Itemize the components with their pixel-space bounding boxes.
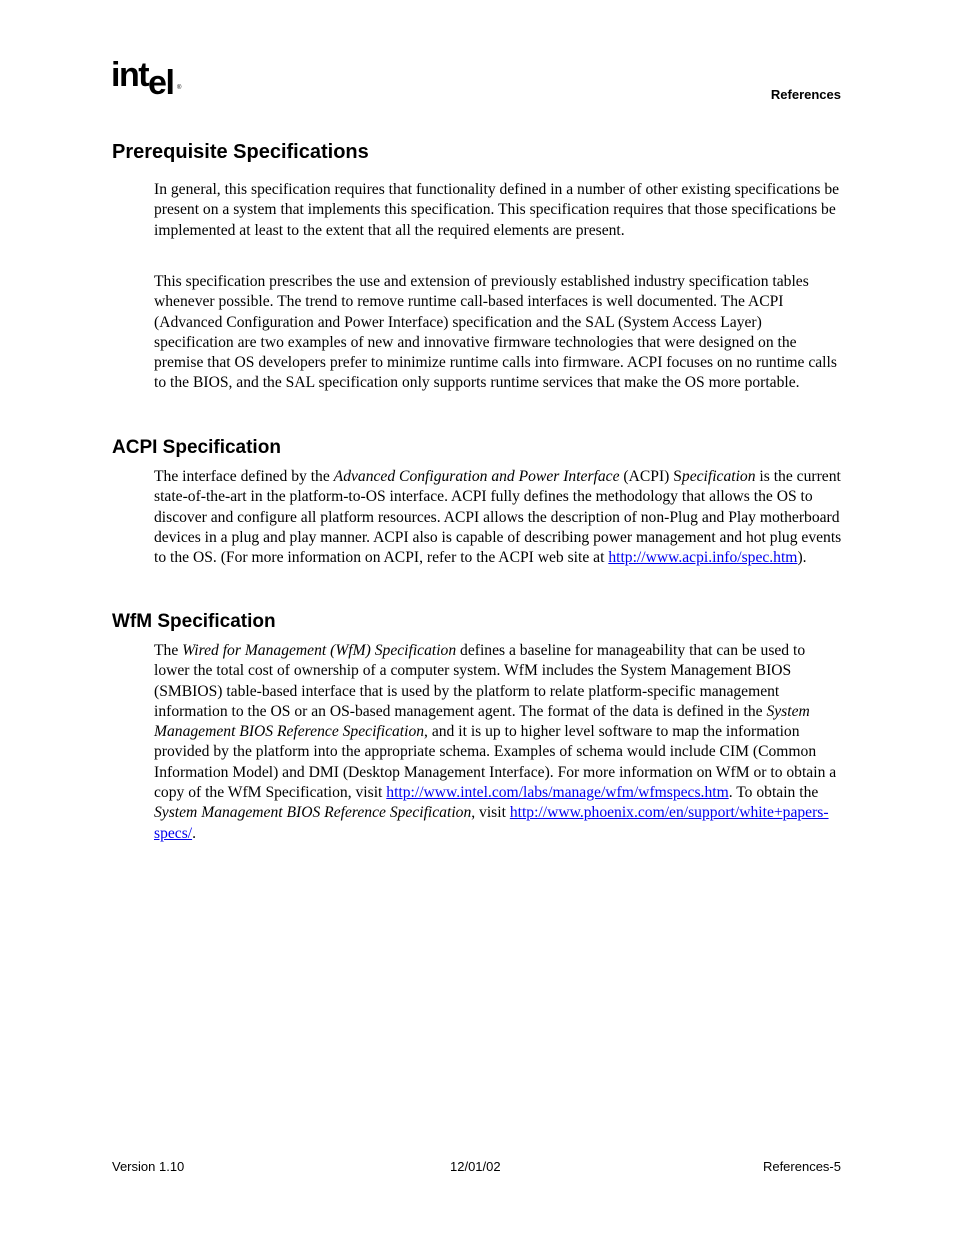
acpi-text-2: (ACPI) S <box>619 468 682 485</box>
prerequisite-specifications-heading: Prerequisite Specifications <box>112 141 369 163</box>
wfm-paragraph <box>154 641 844 844</box>
acpi-spec-link[interactable]: http://www.acpi.info/spec.htm <box>608 549 798 567</box>
acpi-italic-1: Advanced Configuration and Power Interface <box>333 468 620 485</box>
acpi-specification-heading: ACPI Specification <box>112 437 281 458</box>
wfm-spec-link[interactable]: http://www.intel.com/labs/manage/wfm/wfmspecs.htm <box>386 784 729 802</box>
wfm-italic-1: Wired for Management (WfM) Specification <box>182 642 457 659</box>
footer-version: Version 1.10 <box>112 1159 185 1174</box>
prereq-paragraph-1: In general, this specification requires that functionality defined in a number of other existing specifications be present on a system that implements this specification. This specification requires that those specifications be implemented at least to the extent that all the required elements are present. <box>154 181 840 239</box>
wfm-text-4: . To obtain the <box>728 784 819 802</box>
acpi-paragraph <box>154 467 844 568</box>
wfm-italic-3: System Management BIOS Reference Specification <box>154 804 472 822</box>
prereq-paragraph-2: This specification prescribes the use and extension of previously established industry specification tables whenever possible. The trend to remove runtime call-based interfaces is well documented. The ACPI (Advanced Configuration and Power Interface) specification and the SAL (System Access Layer) specification are two examples of new and innovative firmware technologies that were designed on the premise that OS developers prefer to minimize runtime calls into firmware. ACPI focuses on no runtime calls to the BIOS, and the SAL specification only supports runtime services that make the OS more portable. <box>154 273 837 392</box>
wfm-specification-heading: WfM Specification <box>112 611 276 632</box>
intel-logo <box>111 56 182 102</box>
footer-page-number: References-5 <box>762 1159 841 1174</box>
wfm-text-6: . <box>192 824 197 842</box>
wfm-text-1: The <box>154 642 183 659</box>
acpi-text-3: is the current state-of-the-art in the platform-to-OS interface. ACPI fully defines the methodology that allows the OS to discover and configure all platform resources. ACPI allows the description of non-Plug and Play motherboard devices in a plug and play manner. ACPI also is capable of describing power management and hot plug events to the OS. (For more information on ACPI, refer to the ACPI web site at <box>154 468 842 567</box>
logo-text-el: el <box>148 64 174 102</box>
smbios-spec-link[interactable]: http://www.phoenix.com/en/support/white+papers-specs/ <box>154 804 829 842</box>
wfm-text-2: defines a baseline for manageability that can be used to lower the total cost of ownership of a computer system. WfM includes the System Management BIOS (SMBIOS) table-based interface that is used by the platform to relate platform-specific management information to the OS or an OS-based management agent. The format of the data is defined in the <box>154 642 806 720</box>
header-section-title: References <box>770 87 841 102</box>
wfm-text-5: , visit <box>471 804 510 822</box>
logo-registered-mark: ® <box>177 85 182 91</box>
footer-date: 12/01/02 <box>450 1159 501 1174</box>
wfm-text-3: , and it is up to higher level software to map the information provided by the platform into the appropriate schema. Examples of schema would include CIM (Common Information Model) and DMI (Desktop Management Interface). For more information on WfM or to obtain a copy of the WfM Specification, visit <box>154 723 837 802</box>
wfm-italic-2: System Management BIOS Reference Specification <box>154 702 810 741</box>
acpi-text-4: ). <box>797 549 807 567</box>
acpi-italic-2: pecification <box>681 468 756 485</box>
acpi-text-1: The interface defined by the <box>154 468 334 485</box>
logo-text-int: int <box>111 56 149 94</box>
